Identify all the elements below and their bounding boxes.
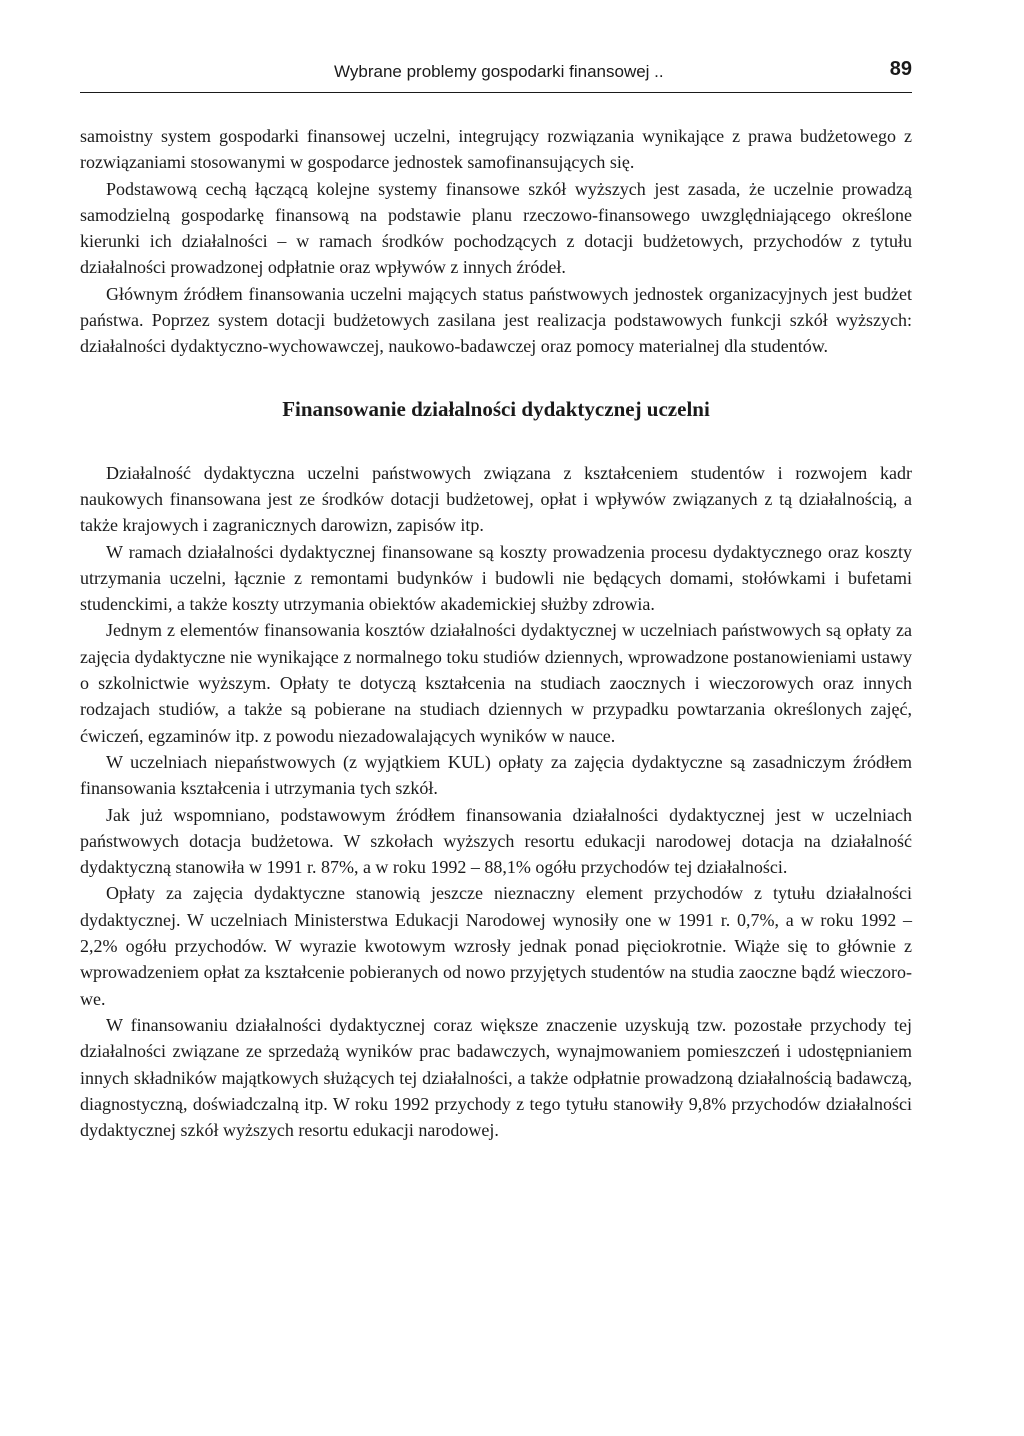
body-text [80, 123, 912, 1143]
paragraph: W uczelniach niepaństwowych (z wyjątkiem KUL) opłaty za zajęcia dydaktyczne są zasadniczym źródłem finansowania kształcenia i utrzymania tych szkół. [80, 751, 912, 799]
paragraph: Podstawową cechą łączącą kolejne systemy finansowe szkół wyższych jest zasada, że uczelnie prowadzą samodzielną gospodarkę finansową na podstawie planu rzeczowo-finansowego uwzględniającego określone kierunki ich działalności – w ramach środków pochodzących z dotacji budżetowych, przychodów z tytułu działalności prowadzonej odpłatnie oraz wpływów z innych źródeł. [80, 178, 912, 278]
paragraph: Działalność dydaktyczna uczelni państwowych związana z kształceniem studentów i rozwojem kadr naukowych finansowana jest ze środków dotacji budżetowej, opłat i wpływów związanych z tą działalnością, a także krajowych i zagranicznych darowizn, zapisów itp. [80, 462, 912, 536]
paragraph: Głównym źródłem finansowania uczelni mających status państwowych jednostek organizacyjnych jest budżet państwa. Poprzez system dotacji budżetowych zasilana jest realizacja podstawowych funkcji szkół wyższych: działalności dydaktyczno-wychowawczej, naukowo-badawczej oraz pomocy materialnej dla studentów. [80, 283, 912, 357]
running-header [80, 58, 912, 93]
paragraph: W ramach działalności dydaktycznej finansowane są koszty prowadzenia procesu dydaktycznego oraz koszty utrzymania uczelni, łącznie z remontami budynków i budowli nie będących domami, stołówkami i bufetami studenckimi, a także koszty utrzymania obiektów akademickiej służby zdrowia. [80, 541, 912, 615]
paragraph: samoistny system gospodarki finansowej uczelni, integrujący rozwiązania wynikające z prawa budżetowego z rozwiązaniami stosowanymi w gospodarce jednostek samofinansujących się. [80, 126, 912, 173]
running-title: Wybrane problemy gospodarki finansowej .. [334, 62, 664, 81]
section-heading: Finansowanie działalności dydaktycznej uczelni [282, 396, 710, 421]
paragraph: Jak już wspomniano, podstawowym źródłem finansowania działalności dydaktycznej jest w uczelniach państwowych dotacja budżetowa. W szkołach wyższych resortu edukacji narodowej dotacja na działalność dydaktyczną stanowiła w 1991 r. 87%, a w roku 1992 – 88,1% ogółu przychodów tej działalności. [80, 804, 912, 878]
page-number: 89 [889, 58, 912, 80]
paragraph: Jednym z elementów finansowania kosztów działalności dydaktycznej w uczelniach państwowych są opłaty za zajęcia dydaktyczne nie wynikające z normalnego toku studiów dziennych, wprowadzone postanowieniami ustawy o szkolnictwie wyższym. Opłaty te dotyczą kształcenia na studiach zaocznych i wieczorowych oraz innych rodzajach studiów, a także są pobierane na studiach dziennych w przypadku powtarzania określonych zajęć, ćwiczeń, egzaminów itp. z powodu niezadowalających wyników w nauce. [80, 620, 912, 746]
document-page [80, 58, 912, 1143]
paragraph: W finansowaniu działalności dydaktycznej coraz większe znaczenie uzyskują tzw. pozostałe przychody tej działalności związane ze sprzedażą wyników prac badawczych, wynajmowaniem pomieszczeń i udostępnianiem innych składników majątkowych służących tej działalności, a także odpłatnie prowadzoną działalnością badawczą, diagnostyczną, doświadczalną itp. W roku 1992 przychody z tego tytułu stanowiły 9,8% przychodów działalności dydaktycznej szkół wyższych resortu edukacji narodowej. [80, 1014, 912, 1141]
paragraph: Opłaty za zajęcia dydaktyczne stanowią jeszcze nieznaczny element przychodów z tytułu działalności dydaktycznej. W uczelniach Ministerstwa Edukacji Narodowej wynosiły one w 1991 r. 0,7%, a w roku 1992 – 2,2% ogółu przychodów. W wyrazie kwotowym wzrosły jednak ponad pięciokrotnie. Wiąże się to głównie z wprowadzeniem opłat za kształcenie pobieranych od nowo przyjętych studentów na studia zaoczne bądź wieczorowe. [80, 883, 912, 1009]
